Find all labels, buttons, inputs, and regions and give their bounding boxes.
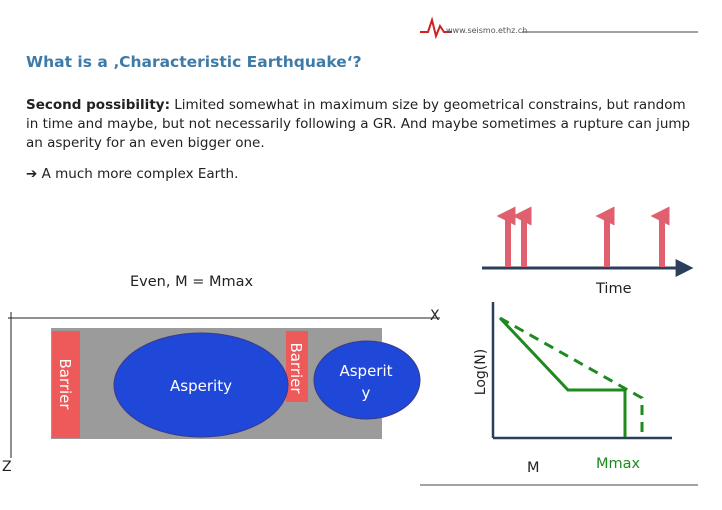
asperity-left-label: Asperity bbox=[170, 377, 232, 395]
gr-dashed-line bbox=[500, 318, 642, 437]
page-title: What is a ‚Characteristic Earthquake‘? bbox=[26, 53, 362, 71]
asperity-right-label-line2: y bbox=[361, 384, 371, 402]
event-arrows bbox=[508, 216, 662, 267]
time-axis-label: Time bbox=[596, 281, 632, 297]
asperity-right-label-line1: Asperit bbox=[339, 362, 393, 380]
event-label: Even, M = Mmax bbox=[130, 274, 254, 290]
logn-axis-label: Log(N) bbox=[473, 348, 489, 396]
logo-url: www.seismo.ethz.ch bbox=[446, 26, 528, 35]
arrow-icon: ➔ bbox=[26, 166, 38, 182]
paragraph-lead: Second possibility: bbox=[26, 97, 170, 113]
barrier-right-label: Barrier bbox=[287, 342, 305, 394]
paragraph-rest: Limited somewhat in maximum size by geometrical constrains, but random in time and maybe, but not necessarily following a GR. And maybe sometimes a rupture can jump an asperity for an even bigger one. bbox=[26, 97, 691, 151]
mmax-label: Mmax bbox=[596, 456, 641, 472]
x-axis-label: X bbox=[430, 308, 440, 324]
bullet-text: A much more complex Earth. bbox=[41, 166, 239, 182]
m-axis-label: M bbox=[527, 460, 540, 476]
asperity-right bbox=[314, 341, 420, 419]
barrier-left-label: Barrier bbox=[56, 358, 74, 410]
z-axis-label: Z bbox=[2, 459, 12, 475]
